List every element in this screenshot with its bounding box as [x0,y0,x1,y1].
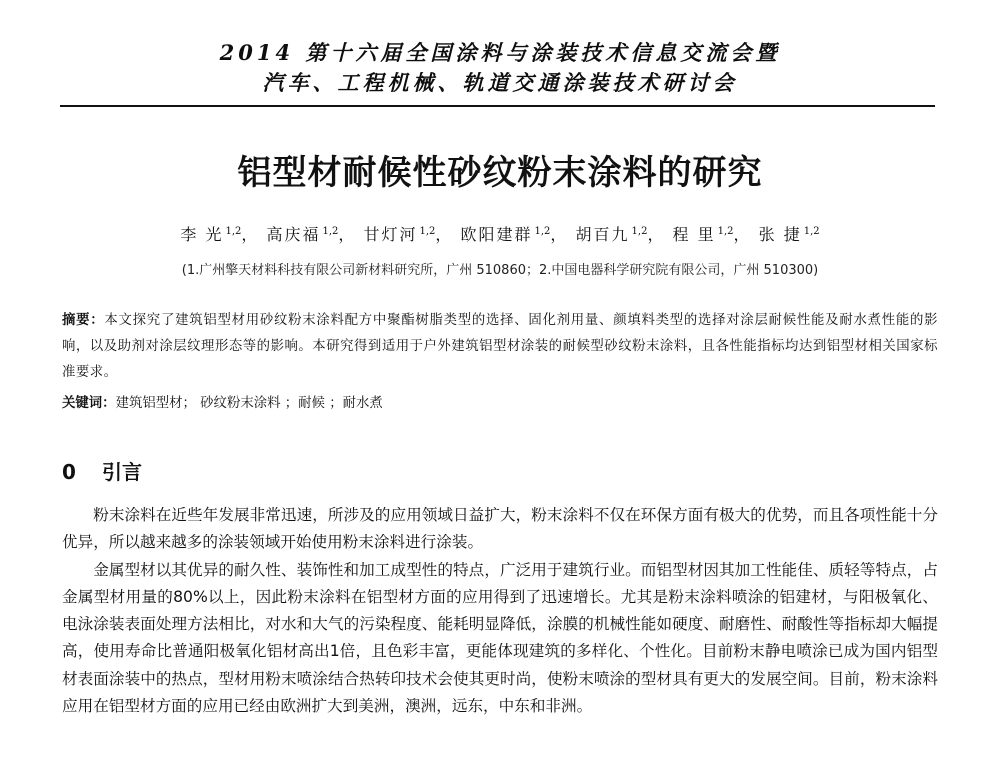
conference-title-line2: 汽车、工程机械、轨道交通涂装技术研讨会 [262,70,738,95]
section-heading [62,456,142,485]
author [180,225,241,244]
author [266,225,338,244]
author-affiliation-mark: 1,2 [419,225,436,237]
section-title: 引言 [102,460,142,484]
paper-title: 铝型材耐候性砂纹粉末涂料的研究 [237,153,763,193]
author-affiliation-mark: 1,2 [631,225,648,237]
author-affiliation-mark: 1,2 [322,225,339,237]
abstract-label: 摘要： [62,313,105,328]
paragraph: 金属型材以其优异的耐久性、装饰性和加工成型性的特点，广泛用于建筑行业。而铝型材因其加工性能佳、质轻等特点，占金属型材用量的80%以上，因此粉末涂料在铝型材方面的应用得到了迅速增长。尤其是粉末涂料喷涂的铝建材，与阳极氧化、电泳涂装表面处理方法相比，对水和大气的污染程度、能耗明显降低，涂膜的机械性能如硬度、耐磨性、耐酸性等指标却大幅提高，使用寿命比普通阳极氧化铝材高出1倍，且色彩丰富，更能体现建筑的多样化、个性化。目前粉末静电喷涂已成为国内铝型材表面涂装中的热点，型材用粉末喷涂结合热转印技术会使其更时尚，使粉末喷涂的型材具有更大的发展空间。目前，粉末涂料应用在铝型材方面的应用已经由欧洲扩大到美洲，澳洲，远东，中东和非洲。 [62,560,938,716]
conference-header [60,38,940,98]
affiliation: (1.广州擎天材料科技有限公司新材料研究所，广州 510860；2.中国电器科学研究院有限公司，广州 510300) [181,263,819,278]
author-name: 甘灯河 [363,225,418,244]
author-name: 李 光 [180,225,224,244]
author [673,225,734,244]
author-affiliation-mark: 1,2 [225,225,242,237]
author-name: 程 里 [672,225,716,244]
keywords-text: 建筑铝型材； 砂纹粉末涂料 ；耐候 ；耐水煮 [115,396,383,411]
author-name: 张 捷 [758,225,802,244]
header-divider [60,105,935,107]
author-affiliation-mark: 1,2 [534,225,551,237]
author-affiliation-mark: 1,2 [803,225,820,237]
abstract-text: 本文探究了建筑铝型材用砂纹粉末涂料配方中聚酯树脂类型的选择、固化剂用量、颜填料类型的选择对涂层耐候性能及耐水煮性能的影响，以及助剂对涂层纹理形态等的影响。本研究得到适用于户外建筑铝型材涂装的耐候型砂纹粉末涂料，且各性能指标均达到铝型材相关国家标准要求。 [62,313,939,380]
keywords [62,392,938,416]
body-text [62,502,938,720]
author [759,225,820,244]
keywords-label: 关键词： [62,396,116,411]
abstract [62,308,938,386]
author-name: 欧阳建群 [460,225,533,244]
conference-title-line1: 2014 第十六届全国涂料与涂装技术信息交流会暨 [219,40,781,65]
section-number: 0 [62,460,76,484]
author [461,225,551,244]
author-list: 李 光 $^{1,2}$， 高庆福 $^{1,2}$， 甘灯河 $^{1,2}$， 欧阳建群 $^{1,2}$， 胡百九 $^{1,2}$， 程 里 $^{1,2}$， 张 捷 $^{1,2}$ [180,225,820,244]
paragraph: 粉末涂料在近些年发展非常迅速，所涉及的应用领域日益扩大，粉末涂料不仅在环保方面有极大的优势，而且各项性能十分优异，所以越来越多的涂装领域开始使用粉末涂料进行涂装。 [62,506,938,552]
author [576,225,648,244]
author-name: 高庆福 [266,225,321,244]
author [363,225,435,244]
author-affiliation-mark: 1,2 [717,225,734,237]
author-name: 胡百九 [575,225,630,244]
